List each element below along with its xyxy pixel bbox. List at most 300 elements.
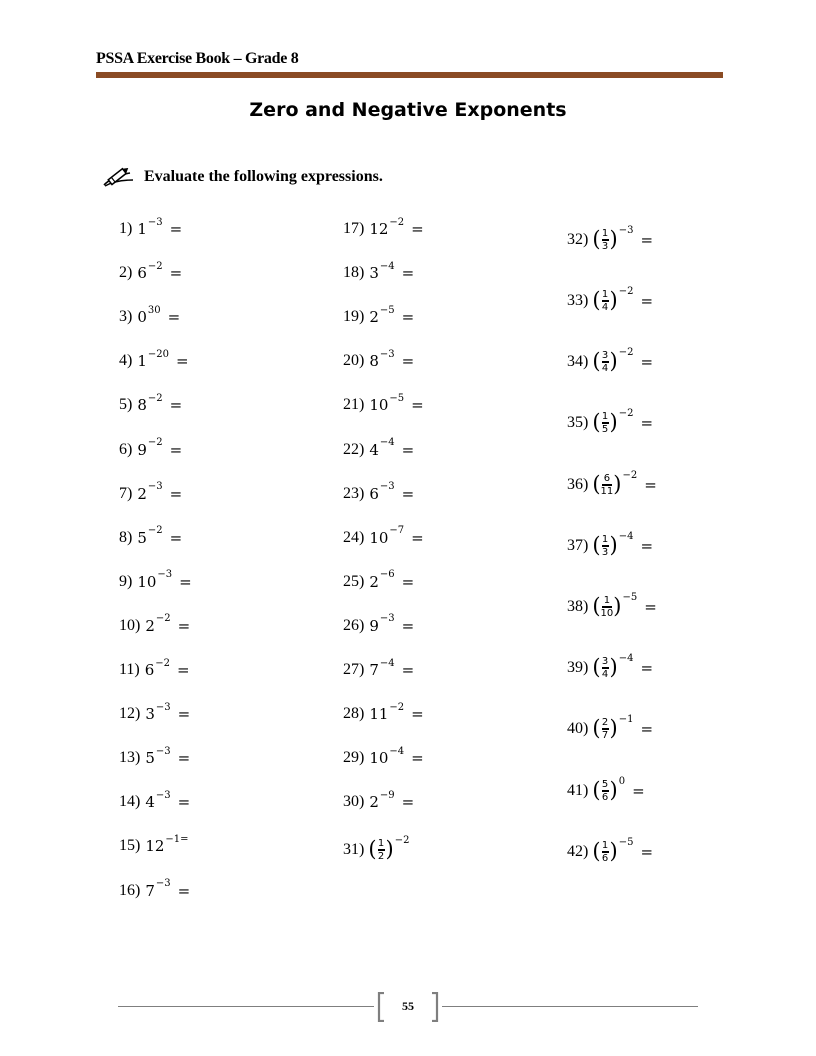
equals-sign: = [640, 352, 654, 371]
numerator: 1 [377, 838, 385, 849]
problem-label: 16) [119, 881, 141, 899]
equals-sign: = [177, 793, 191, 812]
exponent: −2 [147, 392, 163, 404]
close-paren: ) [609, 533, 618, 558]
equals-sign: = [169, 484, 183, 503]
problem-label: 32) [567, 230, 589, 248]
problem-item [343, 835, 410, 862]
close-paren: ) [609, 655, 618, 680]
exponent: −3 [379, 348, 395, 360]
problem-label: 18) [343, 264, 365, 282]
problem-item [343, 569, 415, 591]
exponent: −4 [618, 531, 634, 543]
numerator: 6 [603, 473, 611, 484]
equals-sign: = [401, 264, 415, 283]
problem-item [119, 392, 183, 415]
fraction [601, 717, 610, 741]
pencil-writing-icon [102, 166, 136, 188]
open-paren: ( [592, 655, 601, 680]
open-paren: ( [368, 837, 377, 862]
fraction-expression [592, 408, 634, 435]
exponent: −3 [379, 613, 395, 625]
exponent: −3 [618, 225, 634, 237]
equals-sign: = [411, 396, 424, 415]
equals-sign: = [411, 528, 424, 547]
problem-label: 20) [343, 352, 365, 370]
fraction [377, 838, 386, 862]
problem-label: 30) [343, 793, 365, 811]
numerator: 3 [601, 350, 609, 361]
power-expression [145, 878, 171, 900]
problem-label: 14) [119, 793, 141, 811]
open-paren: ( [592, 349, 601, 374]
exponent: −3 [155, 701, 171, 713]
exponent: −3 [147, 481, 163, 493]
problem-label: 17) [343, 220, 365, 237]
problem-item [567, 653, 654, 680]
fraction [601, 228, 610, 252]
problem-item [343, 437, 415, 459]
numerator: 2 [601, 717, 609, 728]
exponent: −9 [379, 789, 395, 801]
open-paren: ( [592, 227, 601, 252]
footer-rule-left [118, 1006, 374, 1007]
exponent: −2 [147, 437, 163, 448]
close-paren: ) [609, 227, 618, 252]
base: 8 [369, 352, 379, 371]
numerator: 1 [601, 228, 609, 239]
equals-sign: = [169, 528, 183, 547]
page-title: Zero and Negative Exponents [249, 99, 567, 121]
base: 1 [137, 220, 147, 238]
problem-label: 15) [119, 837, 141, 855]
fraction [601, 534, 610, 558]
numerator: 1 [601, 534, 609, 545]
denominator: 6 [601, 852, 609, 864]
denominator: 7 [601, 729, 609, 741]
fraction [601, 779, 610, 803]
page-number: 55 [402, 999, 414, 1013]
base: 2 [145, 616, 155, 635]
problem-item [119, 525, 183, 547]
problem-item [119, 304, 181, 327]
base: 4 [369, 440, 379, 459]
exponent: −3 [157, 569, 173, 581]
problem-label: 31) [343, 840, 365, 858]
open-paren: ( [592, 410, 601, 435]
equals-sign: = [411, 705, 424, 724]
problem-item [343, 657, 415, 679]
exponent: −3 [155, 789, 171, 801]
problem-item [567, 776, 645, 803]
equals-sign: = [177, 749, 191, 768]
problem-label: 22) [343, 440, 365, 458]
exponent: −2 [394, 835, 410, 847]
fraction-expression [592, 225, 634, 252]
power-expression [369, 525, 405, 547]
exponent: −5 [618, 837, 634, 849]
exponent: −4 [379, 657, 395, 669]
problem-item [343, 745, 424, 768]
fraction-expression [592, 286, 634, 313]
equals-sign: = [401, 352, 415, 371]
problem-label: 39) [567, 658, 589, 676]
equals-sign: = [169, 220, 183, 238]
exponent: −4 [379, 437, 395, 448]
power-expression [369, 701, 405, 724]
problem-label: 19) [343, 308, 365, 326]
power-expression [369, 613, 395, 635]
equals-sign: = [640, 842, 654, 861]
exponent: −1= [165, 833, 189, 845]
problem-item [343, 260, 415, 283]
base: 2 [369, 572, 379, 591]
equals-sign: = [640, 536, 654, 555]
base: 10 [369, 528, 389, 547]
problem-item [567, 470, 657, 497]
base: 6 [137, 264, 147, 283]
equals-sign: = [401, 616, 415, 635]
equals-sign: = [640, 413, 654, 432]
power-expression [369, 745, 405, 768]
exponent: −1 [618, 714, 634, 726]
problem-label: 26) [343, 616, 365, 634]
power-expression [369, 569, 395, 591]
equals-sign: = [175, 352, 189, 371]
fraction-expression [592, 776, 626, 803]
problem-item [567, 225, 654, 252]
equals-sign: = [401, 572, 415, 591]
open-paren: ( [592, 288, 601, 313]
base: 10 [369, 396, 389, 415]
problem-item [119, 657, 190, 679]
problem-label: 23) [343, 484, 365, 502]
fraction-expression [592, 470, 638, 497]
equals-sign: = [167, 308, 181, 327]
power-expression [137, 569, 173, 591]
open-paren: ( [592, 472, 601, 497]
exponent: −4 [618, 653, 634, 665]
problem-item [119, 348, 189, 371]
exponent: −20 [147, 348, 169, 360]
close-paren: ) [609, 349, 618, 374]
exponent: −6 [379, 569, 395, 581]
problem-item [343, 348, 415, 371]
problem-item [567, 592, 657, 619]
base: 9 [369, 616, 379, 635]
fraction-expression [592, 837, 634, 864]
problem-label: 8) [119, 528, 133, 546]
close-paren: ) [609, 410, 618, 435]
problem-item [343, 216, 424, 238]
base: 0 [137, 308, 147, 327]
problem-label: 35) [567, 413, 589, 431]
fraction [601, 595, 614, 619]
fraction [601, 840, 610, 864]
equals-sign: = [177, 881, 191, 900]
problem-label: 1) [119, 220, 133, 237]
exponent: −3 [379, 481, 395, 493]
power-expression [137, 525, 163, 547]
problem-label: 40) [567, 719, 589, 737]
problem-item [119, 833, 189, 856]
equals-sign: = [411, 749, 424, 768]
numerator: 3 [601, 656, 609, 667]
exponent: −2 [618, 408, 634, 420]
problem-label: 27) [343, 661, 365, 678]
power-expression [137, 348, 169, 371]
equals-sign: = [640, 230, 654, 249]
fraction [601, 656, 610, 680]
problem-item [119, 216, 183, 238]
exponent: −4 [389, 745, 405, 757]
power-expression [137, 437, 163, 459]
power-expression [369, 657, 395, 679]
problem-label: 6) [119, 440, 133, 458]
problem-item [119, 437, 183, 459]
fraction-expression [592, 347, 634, 374]
problem-label: 10) [119, 616, 141, 634]
close-paren: ) [609, 716, 618, 741]
exponent: −2 [618, 286, 634, 298]
power-expression [137, 392, 163, 415]
power-expression [145, 789, 171, 812]
power-expression [145, 701, 171, 724]
power-expression [369, 789, 395, 812]
equals-sign: = [644, 597, 657, 616]
exponent: −2 [389, 701, 405, 713]
power-expression [137, 481, 163, 503]
numerator: 5 [601, 779, 609, 790]
exponent: −3 [155, 745, 171, 757]
close-paren: ) [613, 594, 622, 619]
base: 7 [145, 881, 155, 900]
exponent: −3 [155, 878, 171, 889]
problem-item [119, 481, 183, 503]
problem-label: 9) [119, 572, 133, 590]
problem-item [343, 613, 415, 635]
equals-sign: = [169, 264, 183, 283]
numerator: 1 [601, 289, 609, 300]
power-expression [369, 481, 395, 503]
power-expression [369, 216, 405, 238]
base: 12 [145, 837, 165, 856]
base: 4 [145, 793, 155, 812]
base: 7 [369, 661, 379, 679]
exponent: −2 [147, 525, 163, 537]
equals-sign: = [169, 396, 183, 415]
base: 5 [145, 749, 155, 768]
problem-item [343, 701, 424, 724]
fraction-expression [592, 592, 638, 619]
open-paren: ( [592, 778, 601, 803]
close-paren: ) [613, 472, 622, 497]
base: 2 [369, 308, 379, 327]
base: 6 [369, 484, 379, 503]
problem-label: 33) [567, 291, 589, 309]
problem-label: 36) [567, 475, 589, 493]
fraction [601, 473, 614, 497]
denominator: 3 [601, 546, 609, 558]
equals-sign: = [177, 616, 191, 635]
denominator: 3 [601, 240, 609, 252]
problem-item [119, 878, 191, 900]
problem-item [119, 701, 191, 724]
equals-sign: = [179, 572, 192, 591]
numerator: 1 [601, 411, 609, 422]
header-rule [96, 72, 723, 78]
problem-label: 41) [567, 781, 589, 799]
denominator: 6 [601, 791, 609, 803]
base: 3 [369, 264, 379, 283]
instruction-text: Evaluate the following expressions. [144, 168, 383, 185]
exponent: −5 [379, 304, 395, 316]
power-expression [144, 657, 171, 679]
problem-item [343, 525, 424, 547]
problem-label: 34) [567, 352, 589, 370]
power-expression [369, 348, 395, 371]
base: 2 [369, 793, 379, 812]
equals-sign: = [640, 291, 654, 310]
fraction-expression [368, 835, 410, 862]
fraction [601, 350, 610, 374]
equals-sign: = [411, 220, 424, 238]
power-expression [369, 304, 395, 327]
denominator: 10 [600, 607, 614, 619]
base: 2 [137, 484, 147, 503]
close-paren: ) [609, 288, 618, 313]
equals-sign: = [644, 475, 657, 494]
problem-item [343, 392, 424, 415]
equals-sign: = [401, 661, 415, 679]
problem-item [567, 837, 654, 864]
equals-sign: = [640, 719, 654, 738]
base: 11 [369, 705, 389, 724]
exponent: −2 [618, 347, 634, 359]
base: 5 [137, 528, 147, 547]
problem-label: 38) [567, 597, 589, 615]
numerator: 1 [603, 595, 611, 606]
equals-sign: = [640, 658, 654, 677]
fraction-expression [592, 531, 634, 558]
instruction [102, 166, 383, 188]
base: 6 [144, 661, 155, 679]
denominator: 5 [601, 423, 609, 435]
problem-label: 21) [343, 396, 365, 414]
problem-label: 3) [119, 308, 133, 326]
exponent: −7 [389, 525, 405, 537]
exponent: −4 [379, 260, 395, 272]
exponent: 0 [618, 776, 626, 788]
denominator: 11 [600, 485, 614, 497]
fraction [601, 411, 610, 435]
exponent: −2 [389, 216, 405, 228]
problem-item [567, 714, 654, 741]
equals-sign: = [401, 484, 415, 503]
exponent: −5 [389, 392, 405, 404]
open-paren: ( [592, 839, 601, 864]
open-paren: ( [592, 594, 601, 619]
power-expression [369, 392, 405, 415]
problem-item [119, 260, 183, 283]
base: 3 [145, 705, 155, 724]
exponent: −2 [155, 657, 171, 669]
problem-label: 5) [119, 396, 133, 414]
problem-item [119, 613, 191, 635]
power-expression [137, 304, 161, 327]
power-expression [137, 260, 163, 283]
power-expression [369, 260, 395, 283]
problem-item [567, 347, 654, 374]
exponent: −2 [622, 470, 638, 482]
power-expression [137, 216, 163, 238]
fraction-expression [592, 714, 634, 741]
problem-label: 4) [119, 352, 133, 370]
problem-item [343, 304, 415, 327]
problem-label: 25) [343, 572, 365, 590]
open-paren: ( [592, 533, 601, 558]
power-expression [369, 437, 395, 459]
problem-label: 2) [119, 264, 133, 282]
problem-item [567, 531, 654, 558]
header-title: PSSA Exercise Book – Grade 8 [96, 50, 299, 67]
power-expression [145, 833, 189, 856]
problem-label: 11) [119, 661, 140, 678]
base: 9 [137, 440, 147, 459]
problem-item [567, 286, 654, 313]
equals-sign: = [401, 440, 415, 459]
equals-sign: = [177, 661, 190, 679]
problem-item [119, 745, 191, 768]
equals-sign: = [401, 793, 415, 812]
footer-rule-right [442, 1006, 698, 1007]
base: 10 [137, 572, 157, 591]
problem-label: 12) [119, 705, 141, 723]
problem-label: 13) [119, 749, 141, 767]
base: 10 [369, 749, 389, 768]
problem-label: 29) [343, 749, 365, 767]
exponent: −2 [155, 613, 171, 625]
base: 8 [137, 396, 147, 415]
exponent: 30 [147, 304, 161, 316]
problem-item [343, 481, 415, 503]
exponent: −5 [622, 592, 638, 604]
power-expression [145, 613, 171, 635]
left-bracket-icon [376, 992, 386, 1022]
equals-sign: = [401, 308, 415, 327]
base: 1 [137, 352, 147, 371]
problem-item [567, 408, 654, 435]
fraction-expression [592, 653, 634, 680]
numerator: 1 [601, 840, 609, 851]
equals-sign: = [177, 705, 191, 724]
problem-label: 28) [343, 705, 365, 723]
denominator: 2 [377, 850, 385, 862]
problem-label: 37) [567, 536, 589, 554]
fraction [601, 289, 610, 313]
equals-sign: = [632, 781, 645, 800]
exponent: −3 [147, 216, 163, 228]
open-paren: ( [592, 716, 601, 741]
problem-label: 42) [567, 842, 589, 860]
exponent: −2 [147, 260, 163, 272]
close-paren: ) [609, 778, 618, 803]
problem-item [119, 569, 192, 591]
close-paren: ) [609, 839, 618, 864]
denominator: 4 [601, 301, 609, 313]
problem-item [343, 789, 415, 812]
problem-item [119, 789, 191, 812]
